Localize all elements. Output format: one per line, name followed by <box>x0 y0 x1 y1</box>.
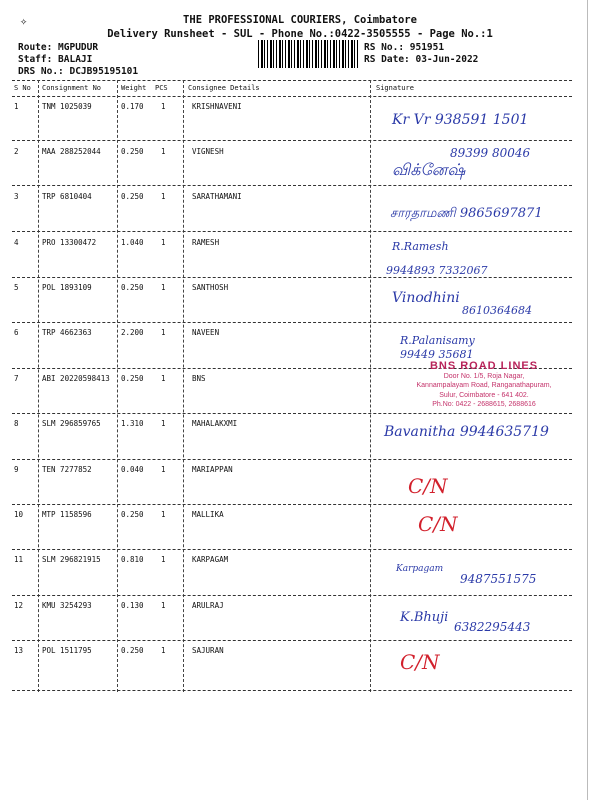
cell-pcs: 1 <box>161 601 166 610</box>
signature-row-12: K.Bhuji <box>400 610 449 625</box>
mobile-row-5: 8610364684 <box>462 304 532 317</box>
cell-weight: 0.250 <box>121 147 144 156</box>
signature-row-2: விக்னேஷ் <box>392 160 466 179</box>
cell-consignment: MTP 1158596 <box>42 510 92 519</box>
cell-pcs: 1 <box>161 238 166 247</box>
cell-pcs: 1 <box>161 283 166 292</box>
cell-weight: 0.250 <box>121 646 144 655</box>
cell-consignee: KRISHNAVENI <box>192 102 242 111</box>
cell-sno: 9 <box>14 465 19 474</box>
signature-row-1: Kr Vr 938591 1501 <box>392 112 529 128</box>
row-divider <box>12 322 572 323</box>
stamp-line-3: Sulur, Coimbatore - 641 402. <box>439 391 529 399</box>
cell-consignee: MAHALAKXMI <box>192 419 238 428</box>
cell-consignment: TEN 7277852 <box>42 465 92 474</box>
mobile-row-6: 99449 35681 <box>400 348 474 361</box>
mobile-row-12: 6382295443 <box>454 620 531 634</box>
cell-consignee: MARIAPPAN <box>192 465 233 474</box>
cell-consignment: PRO 13300472 <box>42 238 97 247</box>
col-header-pcs: PCS <box>155 84 168 92</box>
cell-weight: 1.040 <box>121 238 144 247</box>
cell-consignee: SARATHAMANI <box>192 192 242 201</box>
cell-sno: 13 <box>14 646 24 655</box>
mobile-row-4: 9944893 7332067 <box>386 264 488 277</box>
row-divider <box>12 277 572 278</box>
cell-consignee: KARPAGAM <box>192 555 229 564</box>
col-divider <box>117 80 118 692</box>
cell-consignee: ARULRAJ <box>192 601 224 610</box>
cell-weight: 0.250 <box>121 510 144 519</box>
signature-row-6: R.Palanisamy <box>400 334 475 347</box>
row-divider <box>12 595 572 596</box>
cell-consignee: BNS <box>192 374 206 383</box>
cell-consignee: NAVEEN <box>192 328 220 337</box>
cell-pcs: 1 <box>161 419 166 428</box>
cell-weight: 2.200 <box>121 328 144 337</box>
stamp-line-4: Ph.No: 0422 - 2688615, 2688616 <box>432 401 536 408</box>
route-label: Route: MGPUDUR <box>18 42 99 53</box>
cell-consignment: TNM 1025039 <box>42 102 92 111</box>
cell-pcs: 1 <box>161 646 166 655</box>
col-divider <box>183 80 184 692</box>
cell-weight: 0.170 <box>121 102 144 111</box>
mobile-row-11: 9487551575 <box>460 572 537 586</box>
cell-sno: 8 <box>14 419 19 428</box>
cell-pcs: 1 <box>161 102 166 111</box>
signature-row-3: சாரதாமணி 9865697871 <box>390 206 543 221</box>
row-divider <box>12 140 572 141</box>
stamp-line-1: Door No. 1/5, Roja Nagar, <box>443 372 525 380</box>
cell-pcs: 1 <box>161 328 166 337</box>
mobile-row-2: 89399 80046 <box>450 146 531 160</box>
cell-consignee: VIGNESH <box>192 147 224 156</box>
cn-mark-row-10: C/N <box>418 512 458 536</box>
bird-logo-icon: ✧ <box>20 14 28 28</box>
cell-sno: 10 <box>14 510 24 519</box>
cell-consignment: ABI 20220598413 <box>42 374 110 383</box>
cell-sno: 7 <box>14 374 19 383</box>
company-title: THE PROFESSIONAL COURIERS, Coimbatore <box>183 14 417 26</box>
cell-consignee: SAJURAN <box>192 646 224 655</box>
cell-weight: 0.040 <box>121 465 144 474</box>
row-divider <box>12 549 572 550</box>
header-bottom-border <box>12 96 572 97</box>
col-header-consignee: Consignee Details <box>188 84 260 92</box>
row-divider <box>12 640 572 641</box>
cell-consignment: TRP 6810404 <box>42 192 92 201</box>
col-divider <box>370 80 371 692</box>
cell-weight: 0.810 <box>121 555 144 564</box>
table-top-border <box>12 80 572 81</box>
cell-weight: 0.250 <box>121 283 144 292</box>
cell-pcs: 1 <box>161 510 166 519</box>
cell-consignment: POL 1893109 <box>42 283 92 292</box>
col-header-sno: S No <box>14 84 31 92</box>
signature-row-5: Vinodhini <box>392 290 460 306</box>
cell-sno: 12 <box>14 601 24 610</box>
page-edge <box>587 0 588 800</box>
runsheet-subtitle: Delivery Runsheet - SUL - Phone No.:0422-3505555 - Page No.:1 <box>107 28 493 40</box>
row-divider <box>12 690 572 691</box>
col-header-signature: Signature <box>376 84 414 92</box>
cell-sno: 1 <box>14 102 19 111</box>
cell-consignment: MAA 288252044 <box>42 147 101 156</box>
cell-consignment: SLM 296821915 <box>42 555 101 564</box>
col-divider <box>38 80 39 692</box>
row-divider <box>12 504 572 505</box>
cell-weight: 0.250 <box>121 374 144 383</box>
cell-pcs: 1 <box>161 374 166 383</box>
cell-consignee: RAMESH <box>192 238 220 247</box>
rs-date: RS Date: 03-Jun-2022 <box>364 54 479 65</box>
cell-sno: 2 <box>14 147 19 156</box>
rs-number: RS No.: 951951 <box>364 42 445 53</box>
cell-weight: 0.250 <box>121 192 144 201</box>
col-header-weight: Weight <box>121 84 147 92</box>
cell-sno: 6 <box>14 328 19 337</box>
cell-consignee: SANTHOSH <box>192 283 229 292</box>
stamp-line-2: Kannampalayam Road, Ranganathapuram, <box>416 382 552 389</box>
signature-row-11: Karpagam <box>396 564 444 574</box>
cell-pcs: 1 <box>161 147 166 156</box>
cell-pcs: 1 <box>161 465 166 474</box>
cell-consignee: MALLIKA <box>192 510 224 519</box>
cell-consignment: KMU 3254293 <box>42 601 92 610</box>
row-divider <box>12 459 572 460</box>
staff-label: Staff: BALAJI <box>18 54 93 65</box>
cell-consignment: SLM 296859765 <box>42 419 101 428</box>
barcode <box>258 40 358 68</box>
stamp-name: BNS ROAD LINES <box>429 360 539 372</box>
company-stamp <box>386 362 582 410</box>
cell-sno: 3 <box>14 192 19 201</box>
cn-mark-row-9: C/N <box>408 474 448 498</box>
cn-mark-row-13: C/N <box>400 650 440 674</box>
row-divider <box>12 185 572 186</box>
row-divider <box>12 231 572 232</box>
cell-weight: 1.310 <box>121 419 144 428</box>
cell-pcs: 1 <box>161 192 166 201</box>
cell-consignment: POL 1511795 <box>42 646 92 655</box>
signature-row-4: R.Ramesh <box>392 240 449 253</box>
cell-pcs: 1 <box>161 555 166 564</box>
drs-number: DRS No.: DCJB95195101 <box>18 66 139 77</box>
cell-sno: 5 <box>14 283 19 292</box>
cell-sno: 4 <box>14 238 19 247</box>
cell-weight: 0.130 <box>121 601 144 610</box>
cell-consignment: TRP 4662363 <box>42 328 92 337</box>
row-divider <box>12 413 572 414</box>
signature-row-8: Bavanitha 9944635719 <box>384 424 549 440</box>
col-header-consignment: Consignment No <box>42 84 102 92</box>
cell-sno: 11 <box>14 555 24 564</box>
